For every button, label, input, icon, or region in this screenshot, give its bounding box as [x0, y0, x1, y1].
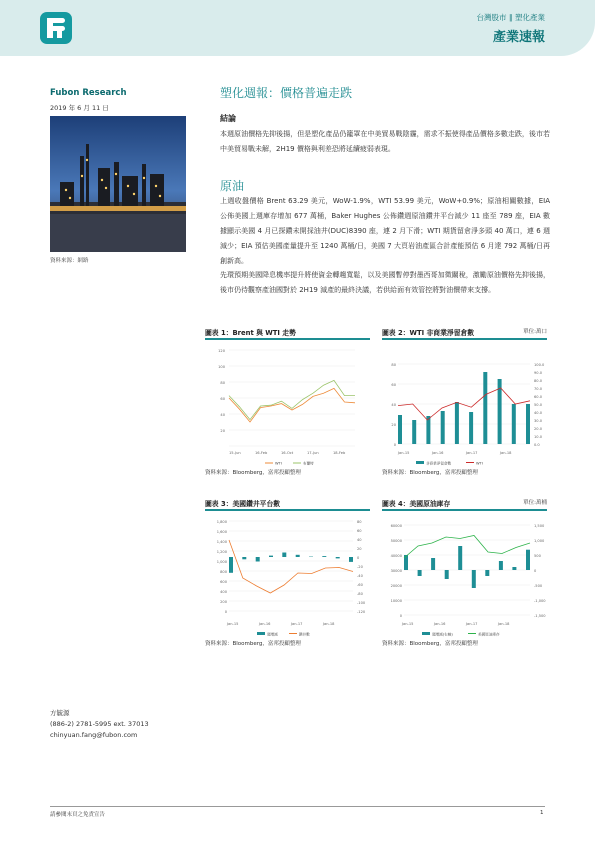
report-header	[0, 0, 595, 56]
svg-text:1,400: 1,400	[216, 540, 227, 544]
figure-3-source: 資料來源：Bloomberg，富邦投顧整理	[205, 641, 301, 647]
c1-x-tick: 16-Oct	[281, 451, 294, 455]
c4-left-axis	[391, 524, 403, 618]
section-heading-crude: 原油	[220, 179, 245, 193]
c3-left-axis	[217, 520, 228, 614]
svg-text:90.0: 90.0	[534, 371, 543, 375]
c2-legend-net: 非商業淨留倉數	[426, 461, 452, 466]
header-title: 產業速報	[492, 30, 545, 45]
svg-text:10000: 10000	[390, 599, 402, 603]
figure-3	[205, 498, 370, 643]
fubon-logo-icon	[40, 12, 72, 44]
c1-y-tick: 60	[220, 397, 225, 401]
svg-text:60: 60	[357, 529, 362, 533]
conclusion-heading: 結論	[220, 114, 236, 123]
svg-text:40: 40	[391, 403, 396, 407]
svg-text:Jan-18: Jan-18	[498, 622, 510, 626]
figure-2-chart	[382, 342, 547, 472]
svg-text:Jan-17: Jan-17	[466, 622, 478, 626]
svg-text:0: 0	[399, 614, 402, 618]
crude-paragraph-1: 上週收盤價格 Brent 63.29 美元，WoW-1.9%，WTI 53.99 美元，WoW+0.9%；原油相關數據，EIA 公佈美國上週庫存增加 677 萬桶，Baker Hughes 公佈鑽週原油鑽井平台減少 11 座至 789 座，EIA 數據顯示美國 4 月已探鑽未開採油井(DUC)8390 座，連 2 月下滑；WTI 期貨留倉淨多頭 40 萬口，連 6 週減少；EIA 預估美國產量提升至 1240 萬桶/日，美國 7 大頁岩油產區合計產能預估 6 月達 792 萬桶/日再創新高。	[220, 197, 550, 265]
c1-plot	[229, 350, 355, 446]
svg-text:500: 500	[534, 554, 541, 558]
svg-text:0: 0	[393, 443, 396, 447]
svg-text:60: 60	[391, 383, 396, 387]
svg-text:Jan-18: Jan-18	[500, 451, 512, 455]
figure-4-unit: 單位:萬桶	[523, 500, 547, 506]
svg-text:100.0: 100.0	[534, 363, 545, 367]
c4-plot	[404, 525, 530, 615]
svg-text:0: 0	[534, 569, 537, 573]
svg-text:20.0: 20.0	[534, 427, 543, 431]
svg-text:0: 0	[224, 610, 227, 614]
svg-text:Jan-15: Jan-15	[227, 622, 239, 626]
svg-text:1,000: 1,000	[216, 560, 227, 564]
c3-xaxis	[226, 622, 335, 626]
report-title: 塑化週報：價格普遍走跌	[220, 86, 353, 100]
c2-xaxis	[397, 451, 512, 455]
c4-xaxis	[401, 622, 510, 626]
svg-text:1,000: 1,000	[534, 539, 545, 543]
refinery-photo	[50, 116, 186, 252]
figure-1	[205, 327, 370, 472]
c2-plot	[398, 364, 530, 444]
svg-text:800: 800	[220, 570, 227, 574]
svg-text:0.0: 0.0	[534, 443, 540, 447]
svg-text:40: 40	[357, 538, 362, 542]
c1-brent-line	[229, 380, 355, 419]
c3-legend-rigs: 鑽井數	[299, 632, 310, 637]
figure-4-title: 圖表 4：美國原油庫存	[382, 500, 451, 508]
svg-text:1,500: 1,500	[534, 524, 545, 528]
svg-text:Jan-18: Jan-18	[323, 622, 335, 626]
svg-text:-1,500: -1,500	[534, 614, 546, 618]
svg-text:200: 200	[220, 600, 227, 604]
svg-text:50.0: 50.0	[534, 403, 543, 407]
svg-text:Jan-15: Jan-15	[402, 622, 414, 626]
svg-text:-80: -80	[357, 592, 363, 596]
svg-text:60.0: 60.0	[534, 395, 543, 399]
crude-paragraph-2: 先環預期美國降息機率提升將使資金轉趨寬鬆，以及美國暫停對墨西哥加徵關稅，激勵原油價格先抑後揚，後市仍待觀察產油國對於 2H19 減產的最終決議，若供給面有效管控將對油價帶來支撐。	[220, 271, 550, 294]
c1-y-tick: 40	[220, 413, 225, 417]
c2-left-axis	[391, 363, 396, 447]
author-phone: (886-2) 2781-5995 ext. 37013	[50, 720, 149, 728]
footer-disclaimer[interactable]: 請參閱末頁之免責宣告	[50, 812, 106, 818]
c1-yaxis	[218, 349, 226, 433]
svg-text:-120: -120	[357, 610, 366, 614]
c4-legend-change: 週增減(右軸)	[432, 632, 453, 637]
c1-legend-wti: WTI	[275, 461, 282, 466]
c1-x-tick: 17-Jun	[307, 451, 319, 455]
c1-legend	[265, 461, 314, 466]
author-block	[50, 708, 149, 741]
author-name: 方毓源	[50, 709, 70, 717]
c1-xaxis	[229, 451, 346, 455]
svg-text:-1,000: -1,000	[534, 599, 546, 603]
conclusion-text: 本週原油價格先抑後揚，但是塑化產品仍籠罩在中美貿易戰陰霾，需求不振使得產品價格多數走跌，後市若中美貿易戰未解，2H19 價格與利差恐將延續疲弱表現。	[220, 130, 550, 153]
photo-source: 資料來源：網路	[50, 258, 89, 264]
svg-text:80: 80	[357, 520, 362, 524]
svg-text:-60: -60	[357, 583, 363, 587]
svg-text:80: 80	[391, 363, 396, 367]
svg-text:10.0: 10.0	[534, 435, 543, 439]
svg-text:Jan-16: Jan-16	[434, 622, 446, 626]
figure-1-chart	[205, 342, 370, 472]
c1-x-tick: 18-Feb	[333, 451, 346, 455]
svg-text:400: 400	[220, 590, 227, 594]
svg-text:70.0: 70.0	[534, 387, 543, 391]
figure-4-chart	[382, 513, 547, 643]
c3-legend-change: 週增減	[267, 632, 278, 637]
svg-text:30000: 30000	[390, 569, 402, 573]
report-date: 2019 年 6 月 11 日	[50, 104, 109, 112]
svg-text:-40: -40	[357, 574, 363, 578]
svg-text:600: 600	[220, 580, 227, 584]
c1-x-tick: 15-Jun	[229, 451, 241, 455]
c2-legend	[416, 461, 483, 466]
c1-legend-brent: 布蘭特	[303, 461, 314, 466]
svg-text:Jan-17: Jan-17	[466, 451, 478, 455]
page-number: 1	[540, 810, 544, 816]
svg-text:20: 20	[391, 423, 396, 427]
figure-1-title: 圖表 1：Brent 與 WTI 走勢	[205, 329, 296, 337]
figure-4	[382, 498, 547, 643]
c1-y-tick: 20	[220, 429, 225, 433]
svg-text:Jan-16: Jan-16	[432, 451, 444, 455]
c3-plot	[229, 521, 353, 611]
svg-text:Jan-16: Jan-16	[259, 622, 271, 626]
c1-x-tick: 16-Feb	[255, 451, 268, 455]
svg-text:80.0: 80.0	[534, 379, 543, 383]
svg-text:30.0: 30.0	[534, 419, 543, 423]
c1-y-tick: 120	[218, 349, 225, 353]
svg-text:-500: -500	[534, 584, 543, 588]
svg-text:40000: 40000	[390, 554, 402, 558]
svg-text:0: 0	[357, 556, 360, 560]
c3-rigs-line	[229, 540, 353, 593]
author-email[interactable]: chinyuan.fang@fubon.com	[50, 731, 138, 739]
c3-right-axis	[357, 520, 366, 614]
figure-2-title: 圖表 2：WTI 非商業淨留倉數	[382, 329, 475, 337]
svg-text:40.0: 40.0	[534, 411, 543, 415]
c3-legend	[257, 632, 310, 637]
figure-4-source: 資料來源：Bloomberg，富邦投顧整理	[382, 641, 478, 647]
svg-text:Jan-15: Jan-15	[398, 451, 410, 455]
svg-text:1,600: 1,600	[216, 530, 227, 534]
svg-text:-20: -20	[357, 565, 363, 569]
svg-text:Jan-17: Jan-17	[291, 622, 303, 626]
c2-right-axis	[534, 363, 545, 447]
c4-legend-stock: 美國原油庫存	[478, 632, 500, 637]
header-breadcrumb: 台灣股市 ∥ 塑化產業	[476, 13, 545, 22]
figure-3-title: 圖表 3：美國鑽井平台數	[205, 500, 281, 508]
c4-right-axis	[534, 524, 546, 618]
figure-2	[382, 327, 547, 472]
figure-2-unit: 單位:萬口	[523, 329, 547, 335]
svg-text:20000: 20000	[390, 584, 402, 588]
c1-y-tick: 100	[218, 365, 225, 369]
c1-y-tick: 80	[220, 381, 225, 385]
svg-text:1,800: 1,800	[216, 520, 227, 524]
svg-text:50000: 50000	[390, 539, 402, 543]
sidebar-brand: Fubon Research	[50, 88, 127, 98]
figure-2-source: 資料來源：Bloomberg，富邦投顧整理	[382, 470, 478, 476]
footer-divider	[50, 806, 545, 807]
svg-text:-100: -100	[357, 601, 366, 605]
c4-legend	[422, 632, 500, 637]
svg-text:20: 20	[357, 547, 362, 551]
c2-legend-wti: WTI	[476, 461, 483, 466]
figure-3-chart	[205, 513, 370, 643]
svg-text:60000: 60000	[390, 524, 402, 528]
figure-1-source: 資料來源：Bloomberg，富邦投顧整理	[205, 470, 301, 476]
svg-text:1,200: 1,200	[216, 550, 227, 554]
c4-stock-line	[404, 536, 530, 559]
